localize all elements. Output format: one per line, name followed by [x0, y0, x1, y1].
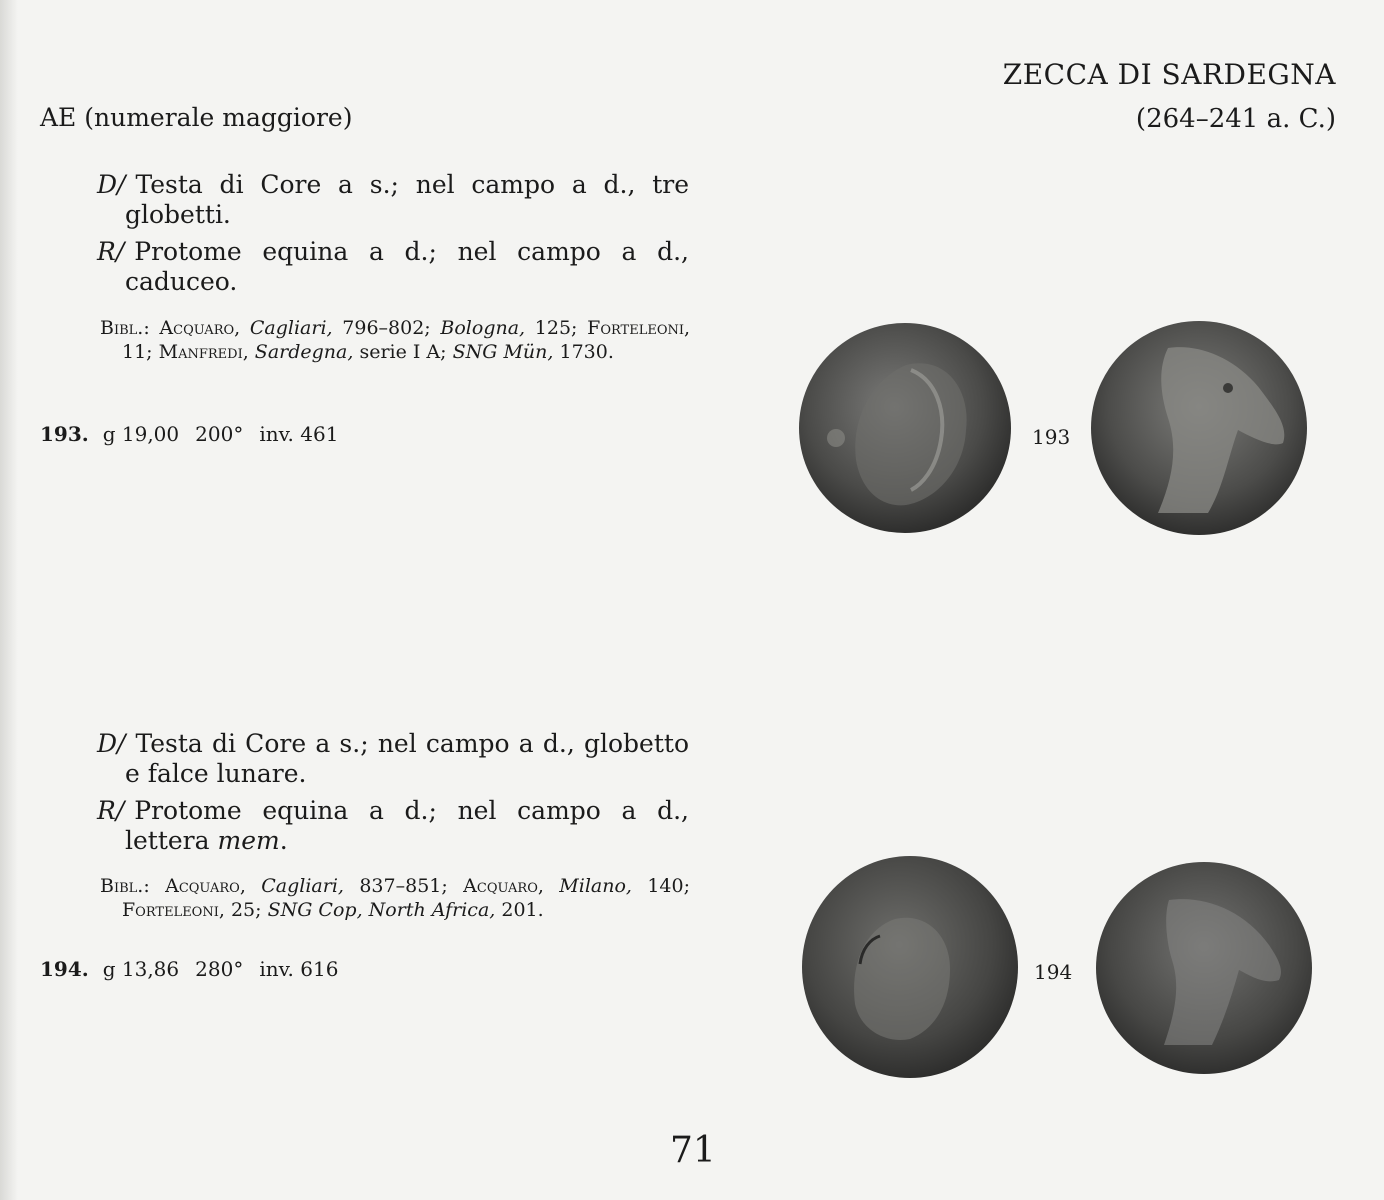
die-axis: 280°	[195, 957, 244, 981]
coin-194-reverse-image	[1094, 860, 1314, 1076]
catalog-number: 194.	[40, 957, 89, 981]
reverse-description: R/ Protome equina a d.; nel campo a d., lettera mem.	[97, 796, 689, 855]
catalog-line-193	[40, 422, 338, 446]
mint-dates: (264–241 a. C.)	[1135, 104, 1336, 134]
reverse-description: R/ Protome equina a d.; nel campo a d., caduceo.	[97, 237, 689, 296]
die-axis: 200°	[195, 422, 244, 446]
coin-194-obverse-image	[800, 854, 1020, 1080]
mint-title: ZECCA DI SARDEGNA	[1002, 58, 1336, 91]
obverse-description: D/ Testa di Core a s.; nel campo a d., globetto e falce lunare.	[97, 729, 689, 788]
entry-194-description	[97, 729, 689, 863]
catalog-line-194	[40, 957, 338, 981]
weight: g 13,86	[102, 957, 180, 981]
weight: g 19,00	[102, 422, 180, 446]
plate-number-194: 194	[1034, 960, 1073, 984]
plate-number-193: 193	[1032, 425, 1071, 449]
page-number: 71	[670, 1130, 716, 1171]
obverse-description: D/ Testa di Core a s.; nel campo a d., tre globetti.	[97, 170, 689, 229]
bibliography-194: Bibl.: Acquaro, Cagliari, 837–851; Acquaro, Milano, 140; Forteleoni, 25; SNG Cop, North Africa, 201.	[100, 875, 690, 921]
catalog-number: 193.	[40, 422, 89, 446]
section-title: AE (numerale maggiore)	[40, 103, 353, 132]
coin-193-reverse-image	[1088, 318, 1310, 538]
entry-193-description	[97, 170, 689, 304]
inventory-number: inv. 461	[259, 422, 339, 446]
inventory-number: inv. 616	[259, 957, 339, 981]
bibliography-193: Bibl.: Acquaro, Cagliari, 796–802; Bologna, 125; Forteleoni, 11; Manfredi, Sardegna, serie I A; SNG Mün, 1730.	[100, 317, 691, 363]
coin-193-obverse-image	[796, 320, 1014, 536]
page-edge-shadow	[0, 0, 18, 1200]
